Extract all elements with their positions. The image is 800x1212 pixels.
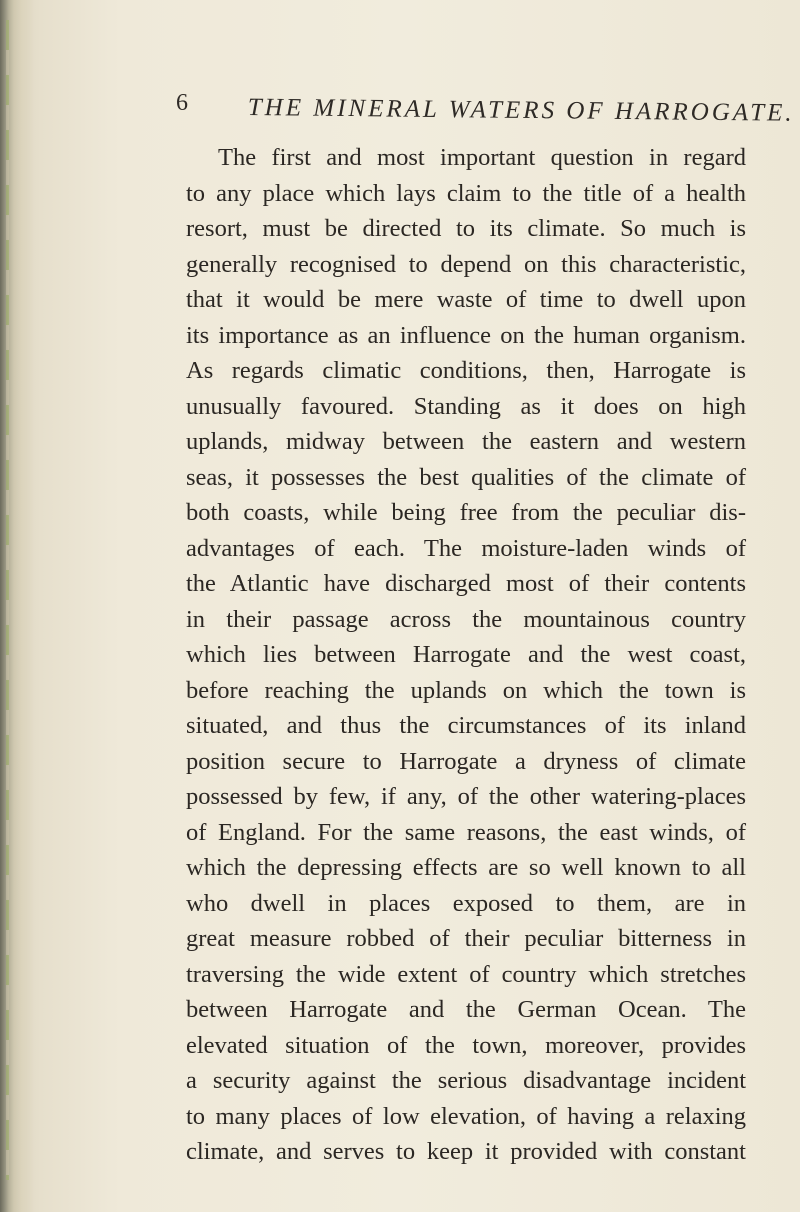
text-line: to many places of low elevation, of having a relaxing — [186, 1102, 746, 1130]
text-line: between Harrogate and the German Ocean. The — [186, 996, 746, 1023]
book-binding-edge — [0, 0, 34, 1212]
text-line: which lies between Harrogate and the west coast, — [186, 641, 746, 668]
text-line: which the depressing effects are so well known to all — [186, 854, 746, 881]
page-number: 6 — [176, 90, 188, 116]
text-line: climate, and serves to keep it provided with constant — [186, 1138, 746, 1165]
text-line: resort, must be directed to its climate. So much is — [186, 215, 746, 242]
text-line: to any place which lays claim to the title of a health — [186, 179, 746, 207]
text-line: great measure robbed of their peculiar bitterness in — [186, 925, 746, 952]
text-line: that it would be mere waste of time to dwell upon — [186, 286, 746, 313]
text-line: in their passage across the mountainous country — [186, 605, 746, 633]
text-line: position secure to Harrogate a dryness of climate — [186, 747, 746, 775]
text-line: generally recognised to depend on this characteristic, — [186, 250, 746, 278]
text-line: the Atlantic have discharged most of their contents — [186, 570, 746, 597]
text-line: advantages of each. The moisture-laden winds of — [186, 534, 746, 562]
body-paragraph — [186, 140, 746, 1170]
text-line: unusually favoured. Standing as it does on high — [186, 392, 746, 420]
text-line: of England. For the same reasons, the east winds, of — [186, 818, 746, 846]
text-line: a security against the serious disadvantage incident — [186, 1067, 746, 1094]
text-line: As regards climatic conditions, then, Harrogate is — [186, 357, 746, 384]
text-line: seas, it possesses the best qualities of the climate of — [186, 463, 746, 491]
text-line: traversing the wide extent of country which stretches — [186, 960, 746, 988]
text-line: both coasts, while being free from the peculiar dis- — [186, 499, 746, 526]
text-line: elevated situation of the town, moreover, provides — [186, 1031, 746, 1059]
text-line: uplands, midway between the eastern and western — [186, 428, 746, 455]
text-line: possessed by few, if any, of the other watering-places — [186, 783, 746, 810]
text-line: its importance as an influence on the human organism. — [186, 321, 746, 349]
running-title: THE MINERAL WATERS OF HARROGATE. — [247, 94, 795, 127]
text-line: The first and most important question in regard — [218, 144, 746, 171]
text-line: before reaching the uplands on which the town is — [186, 676, 746, 704]
text-line: who dwell in places exposed to them, are in — [186, 889, 746, 917]
text-line: situated, and thus the circumstances of its inland — [186, 712, 746, 739]
